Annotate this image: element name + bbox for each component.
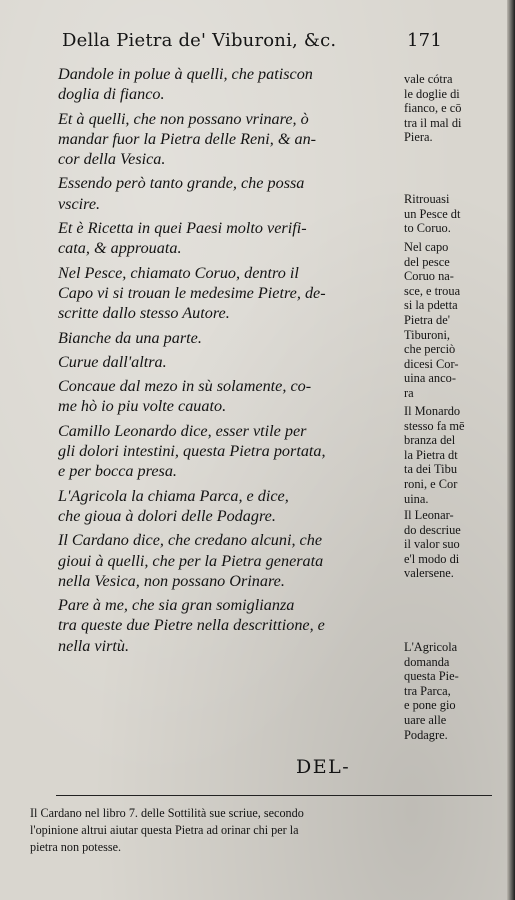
note-line: Tiburoni, [404, 327, 451, 342]
running-title: Della Pietra de' Viburoni, &c. [62, 30, 337, 51]
paragraph-12 [58, 595, 404, 656]
note-line: uare alle [404, 712, 447, 727]
note-line: roni, e Cor [404, 476, 458, 491]
note-line: valersene. [404, 566, 454, 581]
text-line: vscire. [58, 194, 101, 213]
text-line: tra queste due Pietre nella descrittione, e [58, 616, 325, 635]
paragraph-8 [58, 376, 404, 417]
footnote-line: l'opinione altrui aiutar questa Pietra ad orinar chi per la [30, 823, 299, 837]
text-line: Essendo però tanto grande, che possa [58, 174, 305, 193]
footnote-divider [56, 795, 492, 796]
paragraph-4 [58, 218, 404, 259]
note-line: un Pesce dt [404, 206, 461, 221]
text-line: mandar fuor la Pietra delle Reni, & an- [58, 129, 317, 148]
note-line: uina. [404, 491, 429, 506]
note-line: Ritrouasi [404, 192, 450, 206]
text-line: Pare à me, che sia gran somiglianza [58, 596, 295, 615]
margin-note-3 [404, 240, 508, 401]
note-line: tra il mal di [404, 115, 462, 130]
text-line: cata, & approuata. [58, 239, 182, 258]
footnote [30, 805, 500, 856]
catchword: DEL- [296, 756, 351, 778]
note-line: to Coruo. [404, 221, 451, 236]
note-line: Nel capo [404, 240, 449, 254]
note-line: tra Parca, [404, 683, 451, 698]
note-line: questa Pie- [404, 669, 459, 684]
margin-note-5 [404, 508, 508, 581]
note-line: Piera. [404, 130, 433, 145]
text-line: L'Agricola la chiama Parca, e dice, [58, 486, 289, 505]
text-line: gioui à quelli, che per la Pietra generata [58, 551, 324, 570]
paragraph-1 [58, 64, 404, 105]
text-line: doglia di fianco. [58, 85, 165, 104]
text-line: Nel Pesce, chiamato Coruo, dentro il [58, 263, 299, 282]
text-line: Bianche da una parte. [58, 328, 202, 347]
paragraph-3 [58, 173, 404, 214]
text-line: Dandole in polue à quelli, che patiscon [58, 65, 313, 83]
paragraph-2 [58, 109, 404, 170]
note-line: sce, e troua [404, 283, 461, 298]
paragraph-9 [58, 421, 404, 482]
text-line: Curue dall'altra. [58, 352, 167, 371]
note-line: del pesce [404, 254, 450, 269]
text-line: che gioua à dolori delle Podagre. [58, 506, 276, 525]
text-line: Il Cardano dice, che credano alcuni, che [58, 531, 323, 550]
text-line: nella Vesica, non possano Orinare. [58, 571, 285, 590]
text-line: gli dolori intestini, questa Pietra portata, [58, 442, 326, 461]
text-line: Concaue dal mezo in sù solamente, co- [58, 377, 312, 396]
text-line: scritte dallo stesso Autore. [58, 304, 230, 323]
paragraph-7 [58, 352, 404, 372]
text-line: cor della Vesica. [58, 150, 166, 169]
note-line: dicesi Cor- [404, 356, 459, 371]
note-line: ta dei Tibu [404, 462, 458, 477]
note-line: la Pietra dt [404, 447, 458, 462]
text-line: nella virtù. [58, 636, 130, 655]
footnote-line: pietra non potesse. [30, 840, 122, 854]
page-number: 171 [407, 30, 442, 51]
note-line: domanda [404, 654, 450, 669]
text-line: me hò io piu volte cauato. [58, 397, 227, 416]
page-edge-shadow [507, 0, 515, 900]
margin-note-6 [404, 640, 508, 742]
paragraph-10 [58, 486, 404, 527]
note-line: Il Monardo [404, 404, 461, 418]
note-line: branza del [404, 433, 456, 448]
paragraph-5 [58, 263, 404, 324]
note-line: Pietra de' [404, 312, 450, 327]
note-line: L'Agricola [404, 640, 458, 654]
text-line: Camillo Leonardo dice, esser vtile per [58, 421, 307, 440]
text-line: Et à quelli, che non possano vrinare, ò [58, 109, 309, 128]
note-line: stesso fa mē [404, 418, 465, 433]
note-line: Podagre. [404, 727, 448, 742]
note-line: si la pdetta [404, 298, 458, 313]
text-line: Capo vi si trouan le medesime Pietre, de- [58, 283, 326, 302]
note-line: il valor suo [404, 537, 460, 552]
text-line: e per bocca presa. [58, 462, 177, 481]
note-line: uina anco- [404, 371, 456, 386]
margin-note-2 [404, 192, 508, 236]
text-line: Et è Ricetta in quei Paesi molto verifi- [58, 219, 307, 238]
paragraph-11 [58, 530, 404, 591]
margin-note-1 [404, 72, 508, 145]
note-line: e pone gio [404, 698, 456, 713]
note-line: che perciò [404, 342, 456, 357]
note-line: ra [404, 385, 414, 400]
note-line: Il Leonar- [404, 508, 454, 522]
note-line: le doglie di [404, 86, 460, 101]
main-text-column [58, 64, 404, 660]
footnote-line: Il Cardano nel libro 7. delle Sottilità sue scriue, secondo [30, 806, 304, 820]
note-line: Coruo na- [404, 269, 454, 284]
page-header [62, 30, 442, 51]
note-line: e'l modo di [404, 551, 460, 566]
margin-note-4 [404, 404, 508, 506]
note-line: fianco, e cō [404, 101, 462, 116]
note-line: do descriue [404, 522, 461, 537]
note-line: vale cótra [404, 72, 453, 86]
paragraph-6 [58, 328, 404, 348]
